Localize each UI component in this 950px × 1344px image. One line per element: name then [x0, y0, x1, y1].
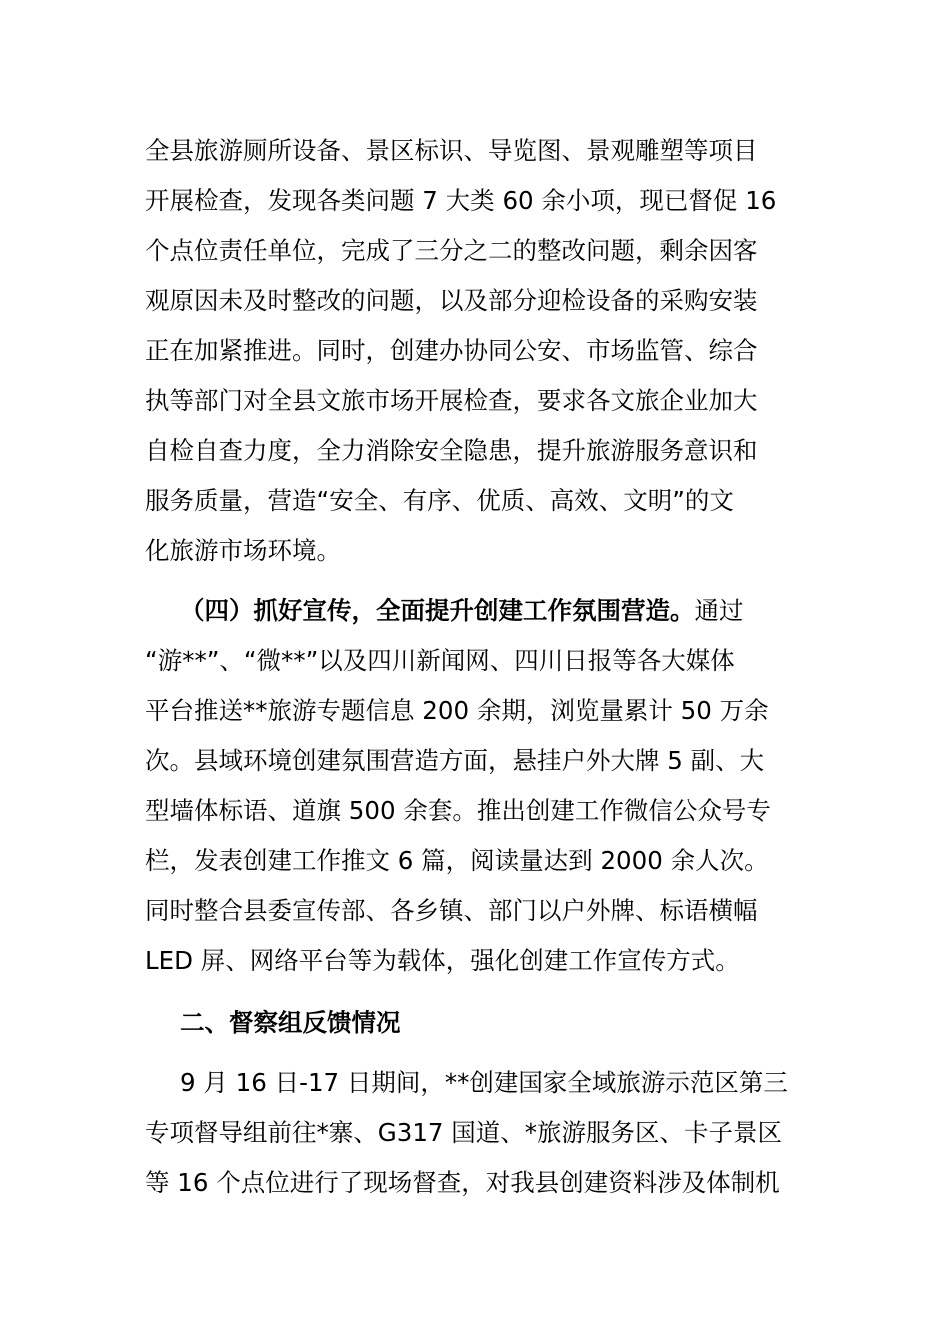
paragraph-line: 专项督导组前往*寨、G317 国道、*旅游服务区、卡子景区: [145, 1118, 783, 1147]
paragraph-first-line: [180, 596, 820, 626]
paragraph-line: 平台推送**旅游专题信息 200 余期，浏览量累计 50 万余: [145, 696, 769, 725]
paragraph-line: 9 月 16 日-17 日期间，**创建国家全域旅游示范区第三: [180, 1068, 788, 1097]
paragraph-text: 通过: [694, 596, 744, 625]
section-subheading: （四）抓好宣传，全面提升创建工作氛围营造。: [180, 596, 695, 625]
paragraph-line: 同时整合县委宣传部、各乡镇、部门以户外牌、标语横幅: [145, 896, 758, 925]
section-heading: 二、督察组反馈情况: [180, 1008, 401, 1037]
paragraph-line: “游**”、“微**”以及四川新闻网、四川日报等各大媒体: [145, 646, 735, 675]
paragraph-line: 执等部门对全县文旅市场开展检查，要求各文旅企业加大: [145, 386, 758, 415]
paragraph-line: 栏，发表创建工作推文 6 篇，阅读量达到 2000 余人次。: [145, 846, 769, 875]
paragraph-line: LED 屏、网络平台等为载体，强化创建工作宣传方式。: [145, 946, 740, 975]
paragraph-line: 化旅游市场环境。: [145, 536, 341, 565]
paragraph-line: 个点位责任单位，完成了三分之二的整改问题，剩余因客: [145, 236, 758, 265]
paragraph-line: 自检自查力度，全力消除安全隐患，提升旅游服务意识和: [145, 436, 758, 465]
paragraph-line: 观原因未及时整改的问题，以及部分迎检设备的采购安装: [145, 286, 758, 315]
paragraph-line: 等 16 个点位进行了现场督查，对我县创建资料涉及体制机: [145, 1168, 780, 1197]
paragraph-line: 型墙体标语、道旗 500 余套。推出创建工作微信公众号专: [145, 796, 771, 825]
paragraph-line: 全县旅游厕所设备、景区标识、导览图、景观雕塑等项目: [145, 136, 758, 165]
paragraph-line: 服务质量，营造“安全、有序、优质、高效、文明”的文: [145, 486, 734, 515]
paragraph-line: 开展检查，发现各类问题 7 大类 60 余小项，现已督促 16: [145, 186, 777, 215]
paragraph-line: 次。县域环境创建氛围营造方面，悬挂户外大牌 5 副、大: [145, 746, 765, 775]
paragraph-line: 正在加紧推进。同时，创建办协同公安、市场监管、综合: [145, 336, 758, 365]
